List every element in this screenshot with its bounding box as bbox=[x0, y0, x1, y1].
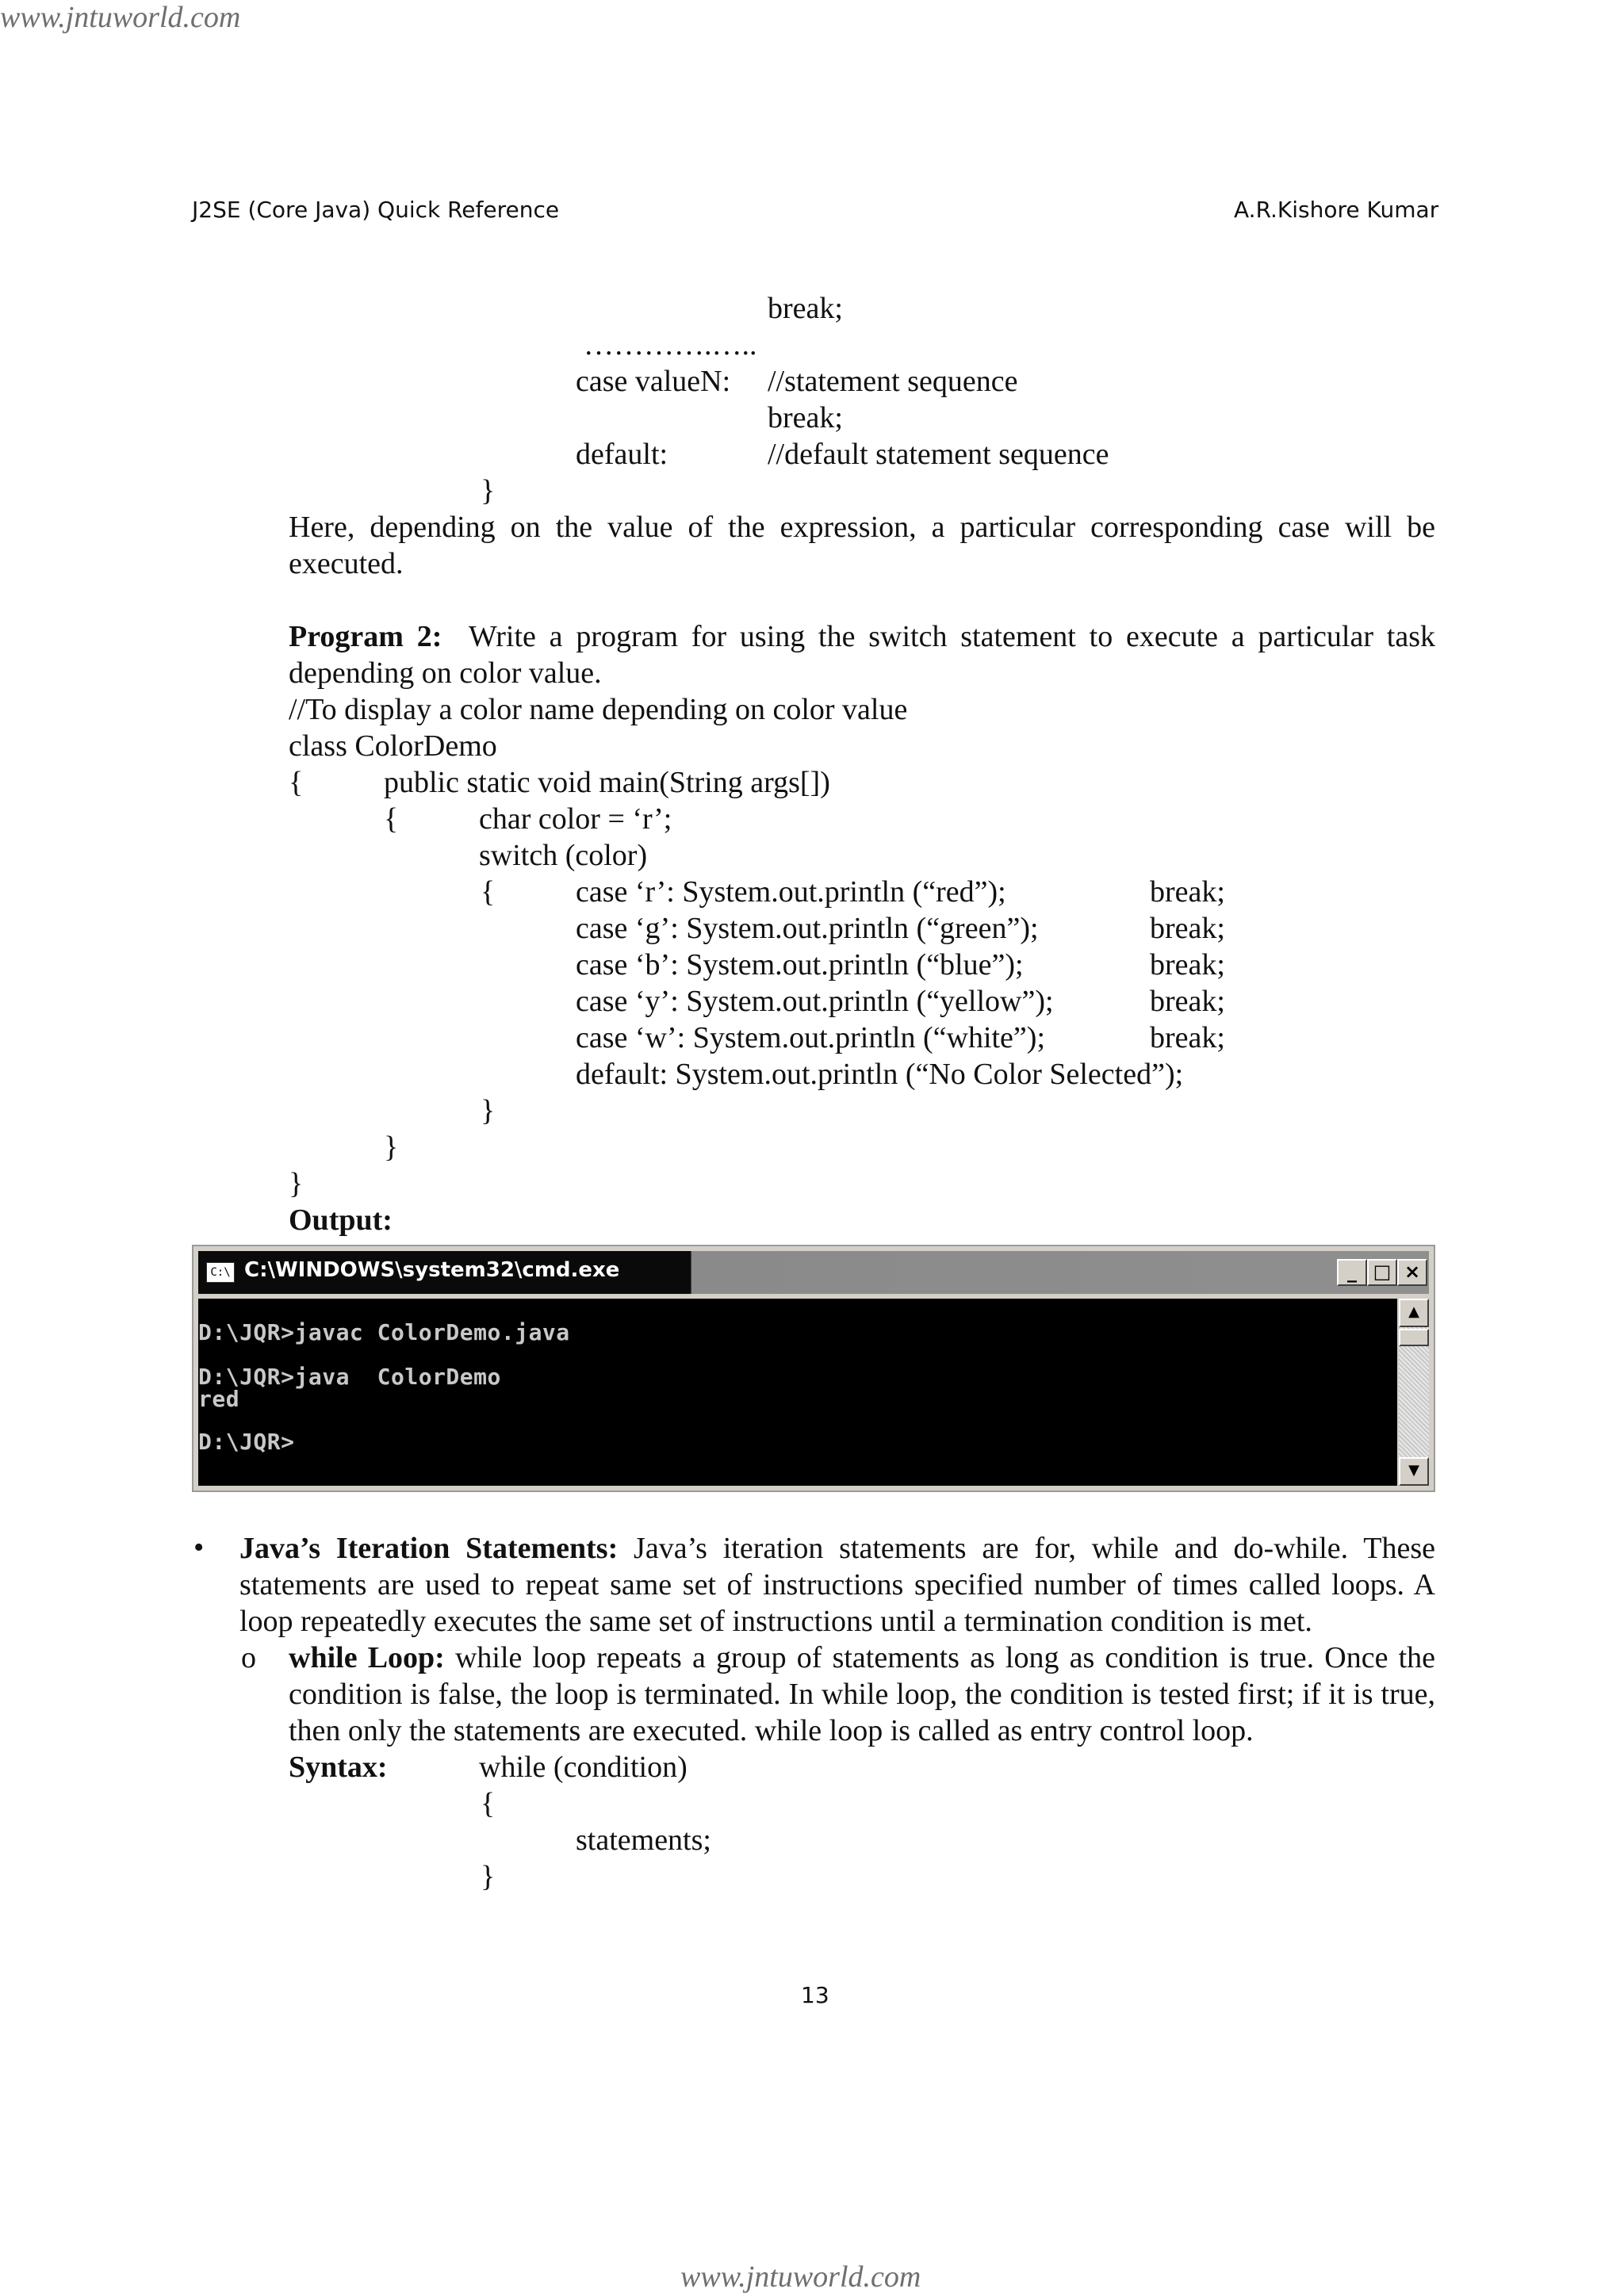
close-button[interactable]: × bbox=[1397, 1259, 1427, 1286]
code-open-switch: { bbox=[481, 875, 496, 909]
program2-description: Write a program for using the switch statement to execute a particular task depending on color value. bbox=[289, 620, 1435, 691]
syntax-default: default: bbox=[576, 438, 668, 471]
syntax-dots: ………….….. bbox=[584, 328, 757, 362]
code-open-main: { bbox=[384, 802, 399, 836]
syntax-case-n: case valueN: bbox=[576, 365, 731, 398]
console-screen[interactable] bbox=[198, 1299, 1397, 1486]
console-window bbox=[192, 1245, 1435, 1492]
code-case-break: break; bbox=[1150, 875, 1225, 909]
console-line: D:\JQR> bbox=[198, 1429, 295, 1455]
console-title: C:\WINDOWS\system32\cmd.exe bbox=[244, 1258, 620, 1282]
while-loop-label: while Loop: bbox=[289, 1641, 445, 1674]
code-switch-decl: switch (color) bbox=[479, 839, 648, 872]
while-open-brace: { bbox=[481, 1787, 496, 1820]
minimize-button[interactable]: _ bbox=[1337, 1259, 1367, 1286]
sub-bullet-icon: o bbox=[241, 1641, 256, 1674]
code-case-break: break; bbox=[1150, 912, 1225, 945]
scroll-thumb[interactable] bbox=[1399, 1329, 1429, 1346]
program2-paragraph bbox=[289, 618, 1435, 691]
console-titlebar[interactable] bbox=[198, 1251, 1429, 1294]
watermark-top: www.jntuworld.com bbox=[0, 1, 241, 34]
explanation-paragraph: Here, depending on the value of the expression, a particular corresponding case will be executed. bbox=[289, 511, 1435, 581]
code-comment: //To display a color name depending on color value bbox=[289, 693, 908, 726]
code-case-line: case ‘b’: System.out.println (“blue”); bbox=[576, 948, 1024, 982]
code-default-line: default: System.out.println (“No Color Selected”); bbox=[576, 1058, 1184, 1091]
code-case-line: case ‘w’: System.out.println (“white”); bbox=[576, 1021, 1046, 1054]
code-open-class: { bbox=[289, 766, 304, 799]
code-case-break: break; bbox=[1150, 1021, 1225, 1054]
header-left: J2SE (Core Java) Quick Reference bbox=[192, 197, 560, 223]
code-case-break: break; bbox=[1150, 985, 1225, 1018]
while-statements: statements; bbox=[576, 1823, 711, 1857]
code-close-class: } bbox=[289, 1167, 304, 1200]
output-label: Output: bbox=[289, 1203, 393, 1237]
program2-label: Program 2: bbox=[289, 620, 442, 653]
while-loop-text: while loop repeats a group of statements as long as condition is true. Once the condition is false, the loop is terminated. In while loop, the condition is tested first; if it is true, then only the statements are executed. while loop is called as entry control loop. bbox=[289, 1641, 1435, 1748]
code-case-line: case ‘g’: System.out.println (“green”); bbox=[576, 912, 1039, 945]
syntax-label: Syntax: bbox=[289, 1751, 388, 1784]
while-loop-paragraph bbox=[289, 1640, 1435, 1750]
syntax-break: break; bbox=[768, 292, 843, 325]
header-right: A.R.Kishore Kumar bbox=[1234, 197, 1439, 223]
iteration-label: Java’s Iteration Statements: bbox=[239, 1532, 619, 1565]
code-case-line: case ‘y’: System.out.println (“yellow”); bbox=[576, 985, 1054, 1018]
maximize-button[interactable]: □ bbox=[1367, 1259, 1397, 1286]
cmd-icon: C:\ bbox=[206, 1262, 235, 1283]
bullet-icon: • bbox=[193, 1531, 205, 1564]
code-class-decl: class ColorDemo bbox=[289, 729, 497, 763]
syntax-close-brace: } bbox=[481, 474, 496, 507]
syntax-default-comment: //default statement sequence bbox=[768, 438, 1109, 471]
scroll-down-arrow-icon[interactable]: ▼ bbox=[1399, 1457, 1429, 1486]
console-scrollbar[interactable] bbox=[1399, 1299, 1429, 1486]
code-case-break: break; bbox=[1150, 948, 1225, 982]
scroll-up-arrow-icon[interactable]: ▲ bbox=[1399, 1299, 1429, 1327]
code-char-decl: char color = ‘r’; bbox=[479, 802, 672, 836]
watermark-bottom: www.jntuworld.com bbox=[680, 2260, 921, 2294]
code-close-switch: } bbox=[481, 1094, 496, 1127]
code-close-main: } bbox=[384, 1131, 399, 1164]
iteration-paragraph bbox=[239, 1530, 1435, 1640]
page-number: 13 bbox=[801, 1982, 829, 2008]
console-line: D:\JQR>javac ColorDemo.java bbox=[198, 1319, 570, 1345]
while-syntax-line: while (condition) bbox=[479, 1751, 688, 1784]
syntax-case-n-comment: //statement sequence bbox=[768, 365, 1018, 398]
code-main-decl: public static void main(String args[]) bbox=[384, 766, 830, 799]
while-close-brace: } bbox=[481, 1860, 496, 1893]
syntax-break-2: break; bbox=[768, 401, 843, 434]
code-case-line: case ‘r’: System.out.println (“red”); bbox=[576, 875, 1006, 909]
iteration-text: Java’s iteration statements are for, while and do-while. These statements are used to repeat same set of instructions specified number of times called loops. A loop repeatedly executes the same set of instructions until a termination condition is met. bbox=[239, 1532, 1435, 1639]
console-line: red bbox=[198, 1386, 240, 1412]
console-line: D:\JQR>java ColorDemo bbox=[198, 1364, 501, 1390]
